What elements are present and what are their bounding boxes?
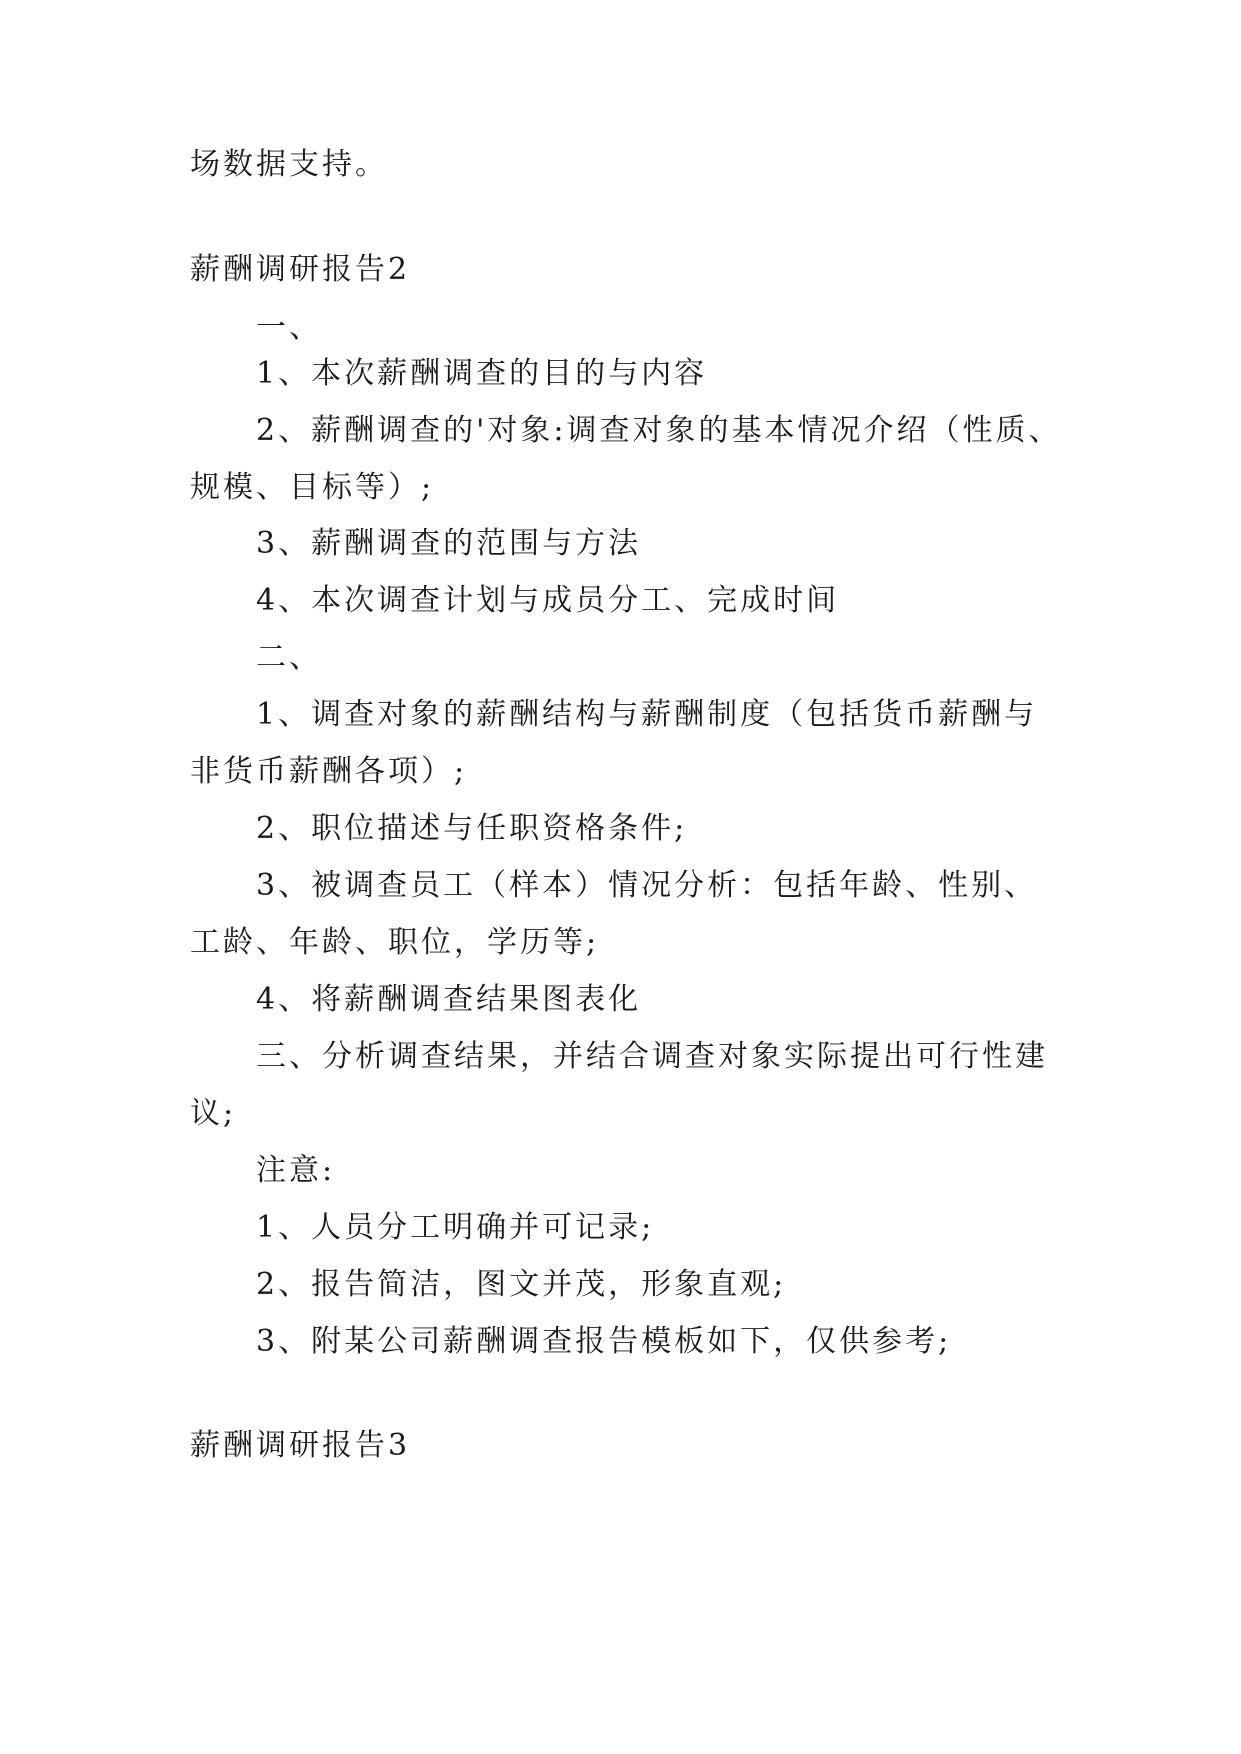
section-heading: 薪酬调研报告2 [190, 252, 411, 287]
text-line: 二、 [256, 640, 322, 675]
text-line: 三、分析调查结果，并结合调查对象实际提出可行性建 [256, 1039, 1048, 1074]
text-line: 1、本次薪酬调查的目的与内容 [256, 356, 708, 391]
text-line: 2、报告简洁，图文并茂，形象直观; [256, 1267, 787, 1302]
text-line: 4、将薪酬调查结果图表化 [256, 982, 642, 1017]
text-line: 2、职位描述与任职资格条件; [256, 811, 688, 846]
text-line: 3、薪酬调查的范围与方法 [256, 526, 642, 561]
text-line: 2、薪酬调查的'对象:调查对象的基本情况介绍（性质、 [256, 413, 1062, 448]
text-line: 场数据支持。 [190, 147, 388, 182]
text-line: 3、附某公司薪酬调查报告模板如下，仅供参考; [256, 1324, 952, 1359]
text-line: 1、调查对象的薪酬结构与薪酬制度（包括货币薪酬与 [256, 697, 1038, 732]
text-line: 4、本次调查计划与成员分工、完成时间 [256, 583, 840, 618]
text-line: 工龄、年龄、职位，学历等; [190, 925, 600, 960]
text-line: 一、 [256, 310, 322, 345]
section-heading: 薪酬调研报告3 [190, 1428, 411, 1463]
text-line: 议; [190, 1096, 237, 1131]
text-line: 非货币薪酬各项）; [190, 754, 468, 789]
text-line: 规模、目标等）; [190, 470, 435, 505]
text-line: 1、人员分工明确并可记录; [256, 1210, 655, 1245]
text-line: 3、被调查员工（样本）情况分析：包括年龄、性别、 [256, 868, 1038, 903]
text-line: 注意: [256, 1153, 336, 1188]
